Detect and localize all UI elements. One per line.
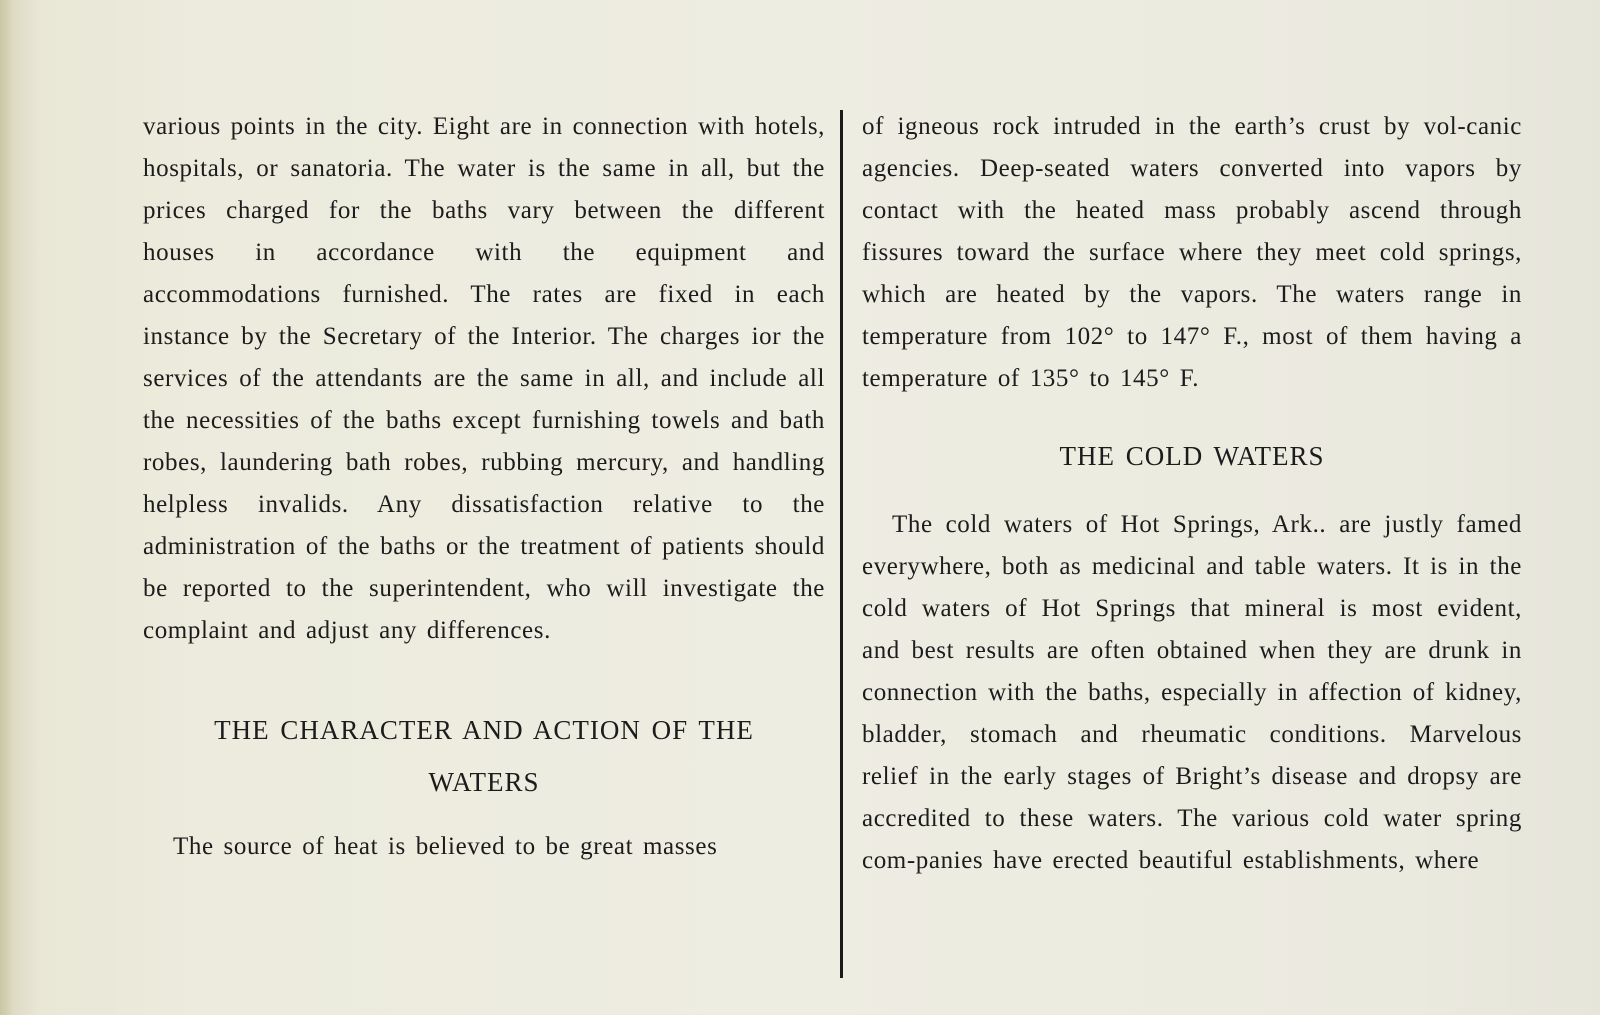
left-column: [143, 106, 825, 868]
right-paragraph-igneous-rock: of igneous rock intruded in the earth’s crust by vol-canic agencies. Deep-seated waters converted into vapors by contact with the heated mass probably ascend through fissures toward the surface where they meet cold springs, which are heated by the vapors. The waters range in temperature from 102° to 147° F., most of them having a temperature of 135° to 145° F.: [862, 113, 1522, 392]
heading-character-and-action: THE CHARACTER AND ACTION OF THE WATERS: [214, 715, 754, 797]
heading-cold-waters: THE COLD WATERS: [1059, 441, 1325, 471]
right-column: [862, 106, 1522, 882]
column-divider: [840, 110, 843, 978]
left-paragraph-baths: various points in the city. Eight are in connection with hotels, hospitals, or sanatoria. The water is the same in all, but the prices charged for the baths vary between the different houses in accordance with the equipment and accommodations furnished. The rates are fixed in each instance by the Secretary of the Interior. The charges ior the services of the attendants are the same in all, and include all the necessities of the baths except furnishing towels and bath robes, laundering bath robes, rubbing mercury, and handling helpless invalids. Any dissatisfaction relative to the administration of the baths or the treatment of patients should be reported to the superintendent, who will investigate the complaint and adjust any differences.: [143, 113, 825, 644]
right-paragraph-cold-waters: The cold waters of Hot Springs, Ark.. are justly famed everywhere, both as medicinal and table waters. It is in the cold waters of Hot Springs that mineral is most evident, and best results are often obtained when they are drunk in connection with the baths, especially in affection of kidney, bladder, stomach and rheumatic conditions. Marvelous relief in the early stages of Bright’s disease and dropsy are accredited to these waters. The various cold water spring com-panies have erected beautiful establishments, where: [862, 511, 1522, 874]
left-paragraph-source-of-heat: The source of heat is believed to be great masses: [173, 833, 718, 860]
